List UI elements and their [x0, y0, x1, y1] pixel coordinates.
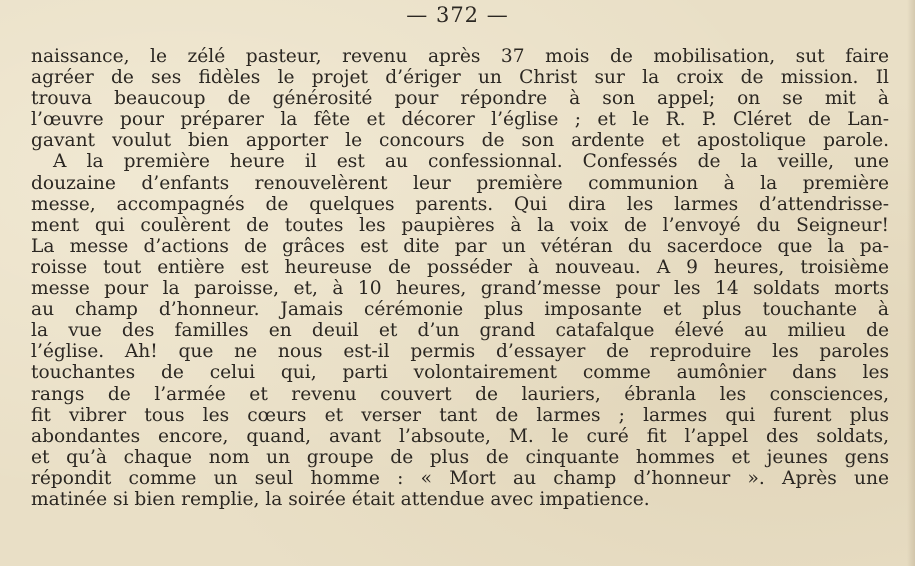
text-line: rangs de l’armée et revenu couvert de lauriers, ébranla les consciences,: [31, 383, 889, 405]
text-line: et qu’à chaque nom un groupe de plus de cinquante hommes et jeunes gens: [31, 446, 889, 468]
text-line: ment qui coulèrent de toutes les paupières à la voix de l’envoyé du Seigneur!: [31, 214, 889, 236]
text-line: messe, accompagnés de quelques parents. Qui dira les larmes d’attendrisse-: [31, 193, 889, 215]
text-line: matinée si bien remplie, la soirée était attendue avec impatience.: [31, 488, 650, 510]
text-line: agréer de ses fidèles le projet d’ériger un Christ sur la croix de mission. Il: [31, 67, 889, 89]
text-line: répondit comme un seul homme : « Mort au champ d’honneur ». Après une: [31, 467, 889, 489]
text-line: trouva beaucoup de générosité pour répondre à son appel; on se mit à: [31, 88, 889, 110]
text-line: l’église. Ah! que ne nous est-il permis d’essayer de reproduire les paroles: [31, 341, 889, 363]
text-line: A la première heure il est au confessionnal. Confessés de la veille, une: [53, 151, 889, 173]
text-line: l’œuvre pour préparer la fête et décorer l’église ; et le R. P. Cléret de Lan-: [31, 109, 889, 131]
text-line: naissance, le zélé pasteur, revenu après 37 mois de mobilisation, sut faire: [31, 46, 889, 67]
page-number: — 372 —: [406, 3, 509, 27]
text-line: roisse tout entière est heureuse de posséder à nouveau. A 9 heures, troisième: [31, 256, 889, 278]
body-text: [31, 46, 889, 510]
text-line: la vue des familles en deuil et d’un grand catafalque élevé au milieu de: [31, 320, 889, 342]
text-line: abondantes encore, quand, avant l’absoute, M. le curé fit l’appel des soldats,: [31, 425, 889, 447]
text-line: touchantes de celui qui, parti volontairement comme aumônier dans les: [31, 362, 889, 384]
text-line: fit vibrer tous les cœurs et verser tant de larmes ; larmes qui furent plus: [31, 404, 889, 426]
text-line: au champ d’honneur. Jamais cérémonie plus imposante et plus touchante à: [31, 299, 889, 321]
page-edge-shadow: [907, 0, 915, 566]
text-line: douzaine d’enfants renouvelèrent leur première communion à la première: [31, 172, 889, 194]
text-line: gavant voulut bien apporter le concours de son ardente et apostolique parole.: [31, 130, 889, 152]
text-line: messe pour la paroisse, et, à 10 heures, grand’messe pour les 14 soldats morts: [31, 278, 889, 300]
text-line: La messe d’actions de grâces est dite par un vétéran du sacerdoce que la pa-: [31, 235, 889, 257]
